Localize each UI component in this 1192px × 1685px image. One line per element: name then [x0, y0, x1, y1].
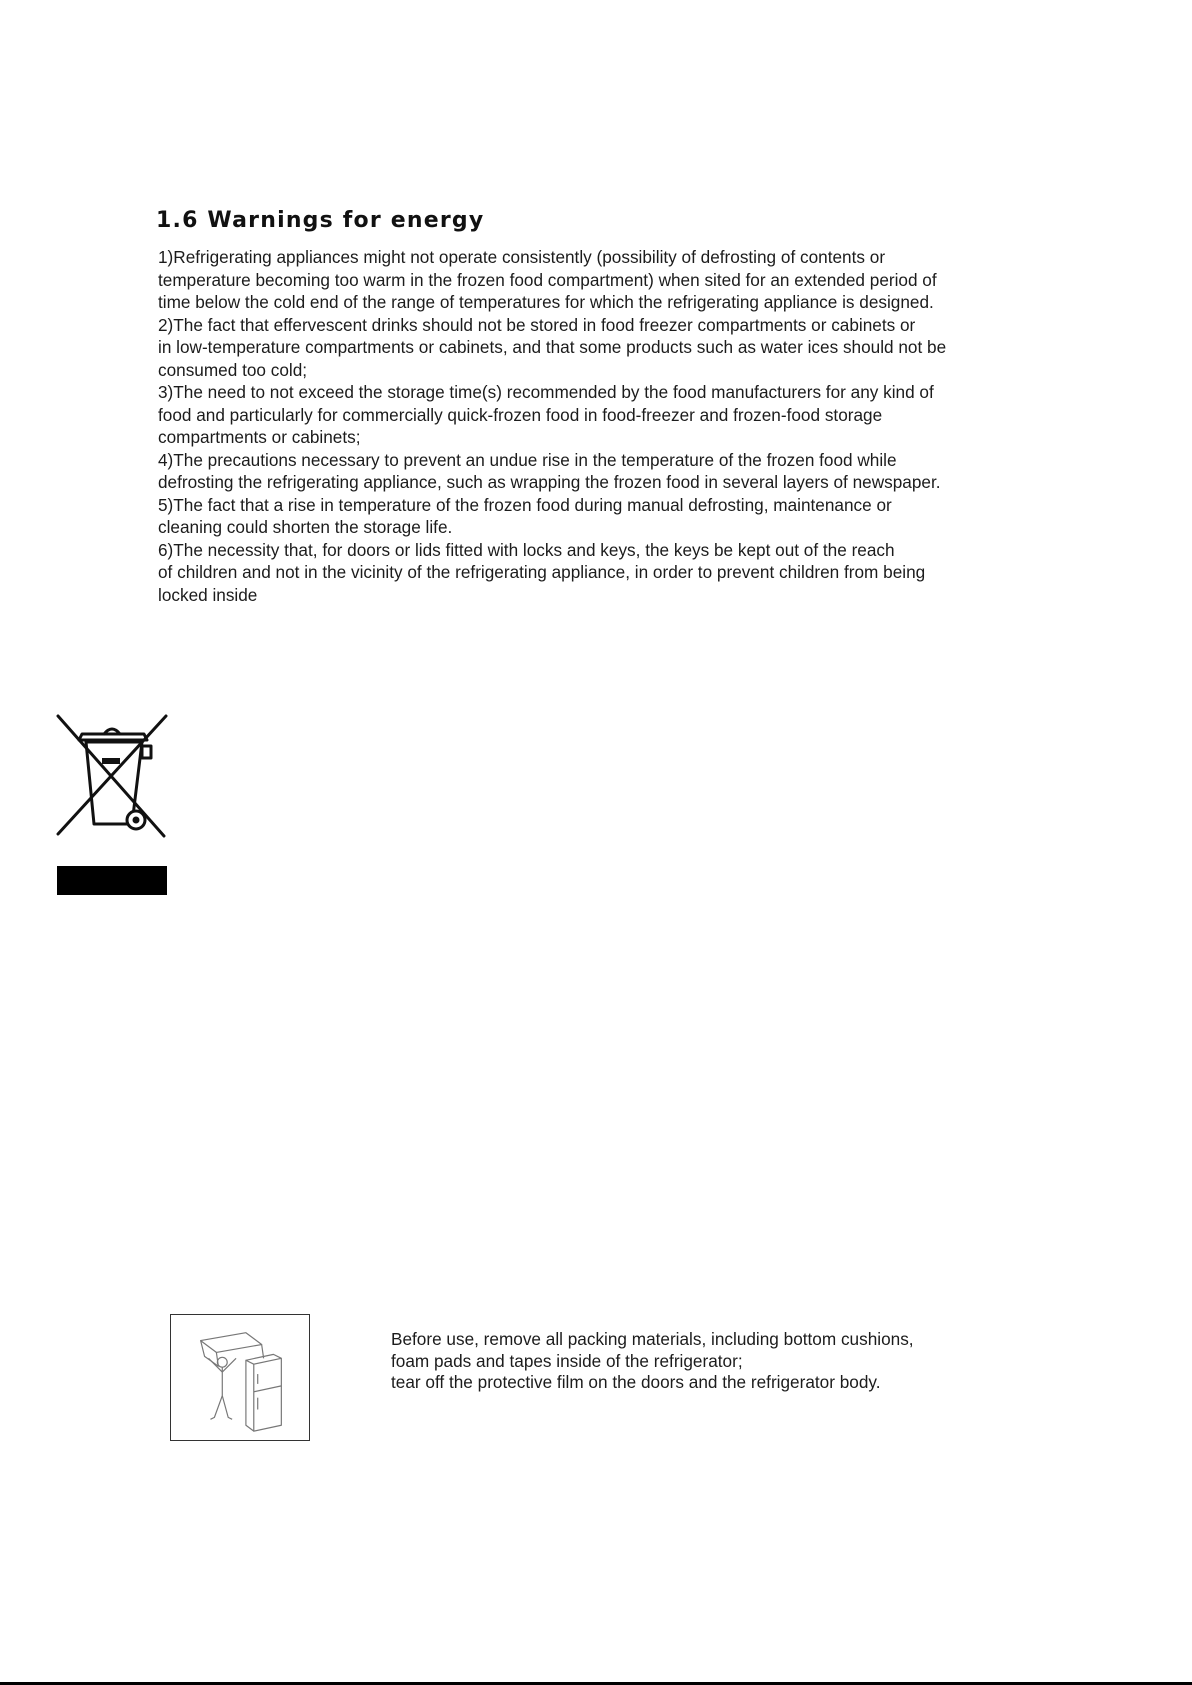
warning-line: food and particularly for commercially quick-frozen food in food-freezer and frozen-food storage	[158, 404, 883, 425]
warning-line: cleaning could shorten the storage life.	[158, 517, 453, 537]
warning-line: locked inside	[158, 584, 258, 605]
warning-line: compartments or cabinets;	[158, 427, 361, 447]
energy-warnings-text	[158, 246, 1158, 606]
warning-line: 5)The fact that a rise in temperature of the frozen food during manual defrosting, maintenance or	[158, 494, 892, 515]
person-lifting-packaging-icon	[170, 1314, 310, 1441]
warning-line: time below the cold end of the range of temperatures for which the refrigerating appliance is designed.	[158, 292, 934, 312]
warning-line: defrosting the refrigerating appliance, such as wrapping the frozen food in several layers of newspaper.	[158, 472, 941, 492]
warning-line: 3)The need to not exceed the storage time(s) recommended by the food manufacturers for any kind of	[158, 382, 934, 402]
warning-line: in low-temperature compartments or cabinets, and that some products such as water ices should not be	[158, 337, 947, 357]
warning-line: 4)The precautions necessary to prevent an undue rise in the temperature of the frozen food while	[158, 449, 897, 470]
warning-line: of children and not in the vicinity of the refrigerating appliance, in order to prevent children from being	[158, 562, 926, 582]
section-title: 1.6 Warnings for energy	[156, 208, 485, 233]
weee-black-bar	[57, 866, 167, 895]
warning-line: temperature becoming too warm in the frozen food compartment) when sited for an extended period of	[158, 269, 937, 290]
packing-instructions	[391, 1329, 1111, 1394]
packing-line: foam pads and tapes inside of the refrigerator;	[391, 1350, 743, 1371]
warning-line: 2)The fact that effervescent drinks should not be stored in food freezer compartments or cabinets or	[158, 314, 916, 335]
packing-line: tear off the protective film on the doors and the refrigerator body.	[391, 1372, 881, 1392]
warning-line: 6)The necessity that, for doors or lids fitted with locks and keys, the keys be kept out of the reach	[158, 539, 895, 560]
packing-line: Before use, remove all packing materials, including bottom cushions,	[391, 1329, 914, 1349]
warning-line: consumed too cold;	[158, 359, 308, 380]
crossed-out-wheelie-bin-icon	[56, 712, 168, 838]
warning-line: 1)Refrigerating appliances might not operate consistently (possibility of defrosting of contents or	[158, 247, 886, 267]
